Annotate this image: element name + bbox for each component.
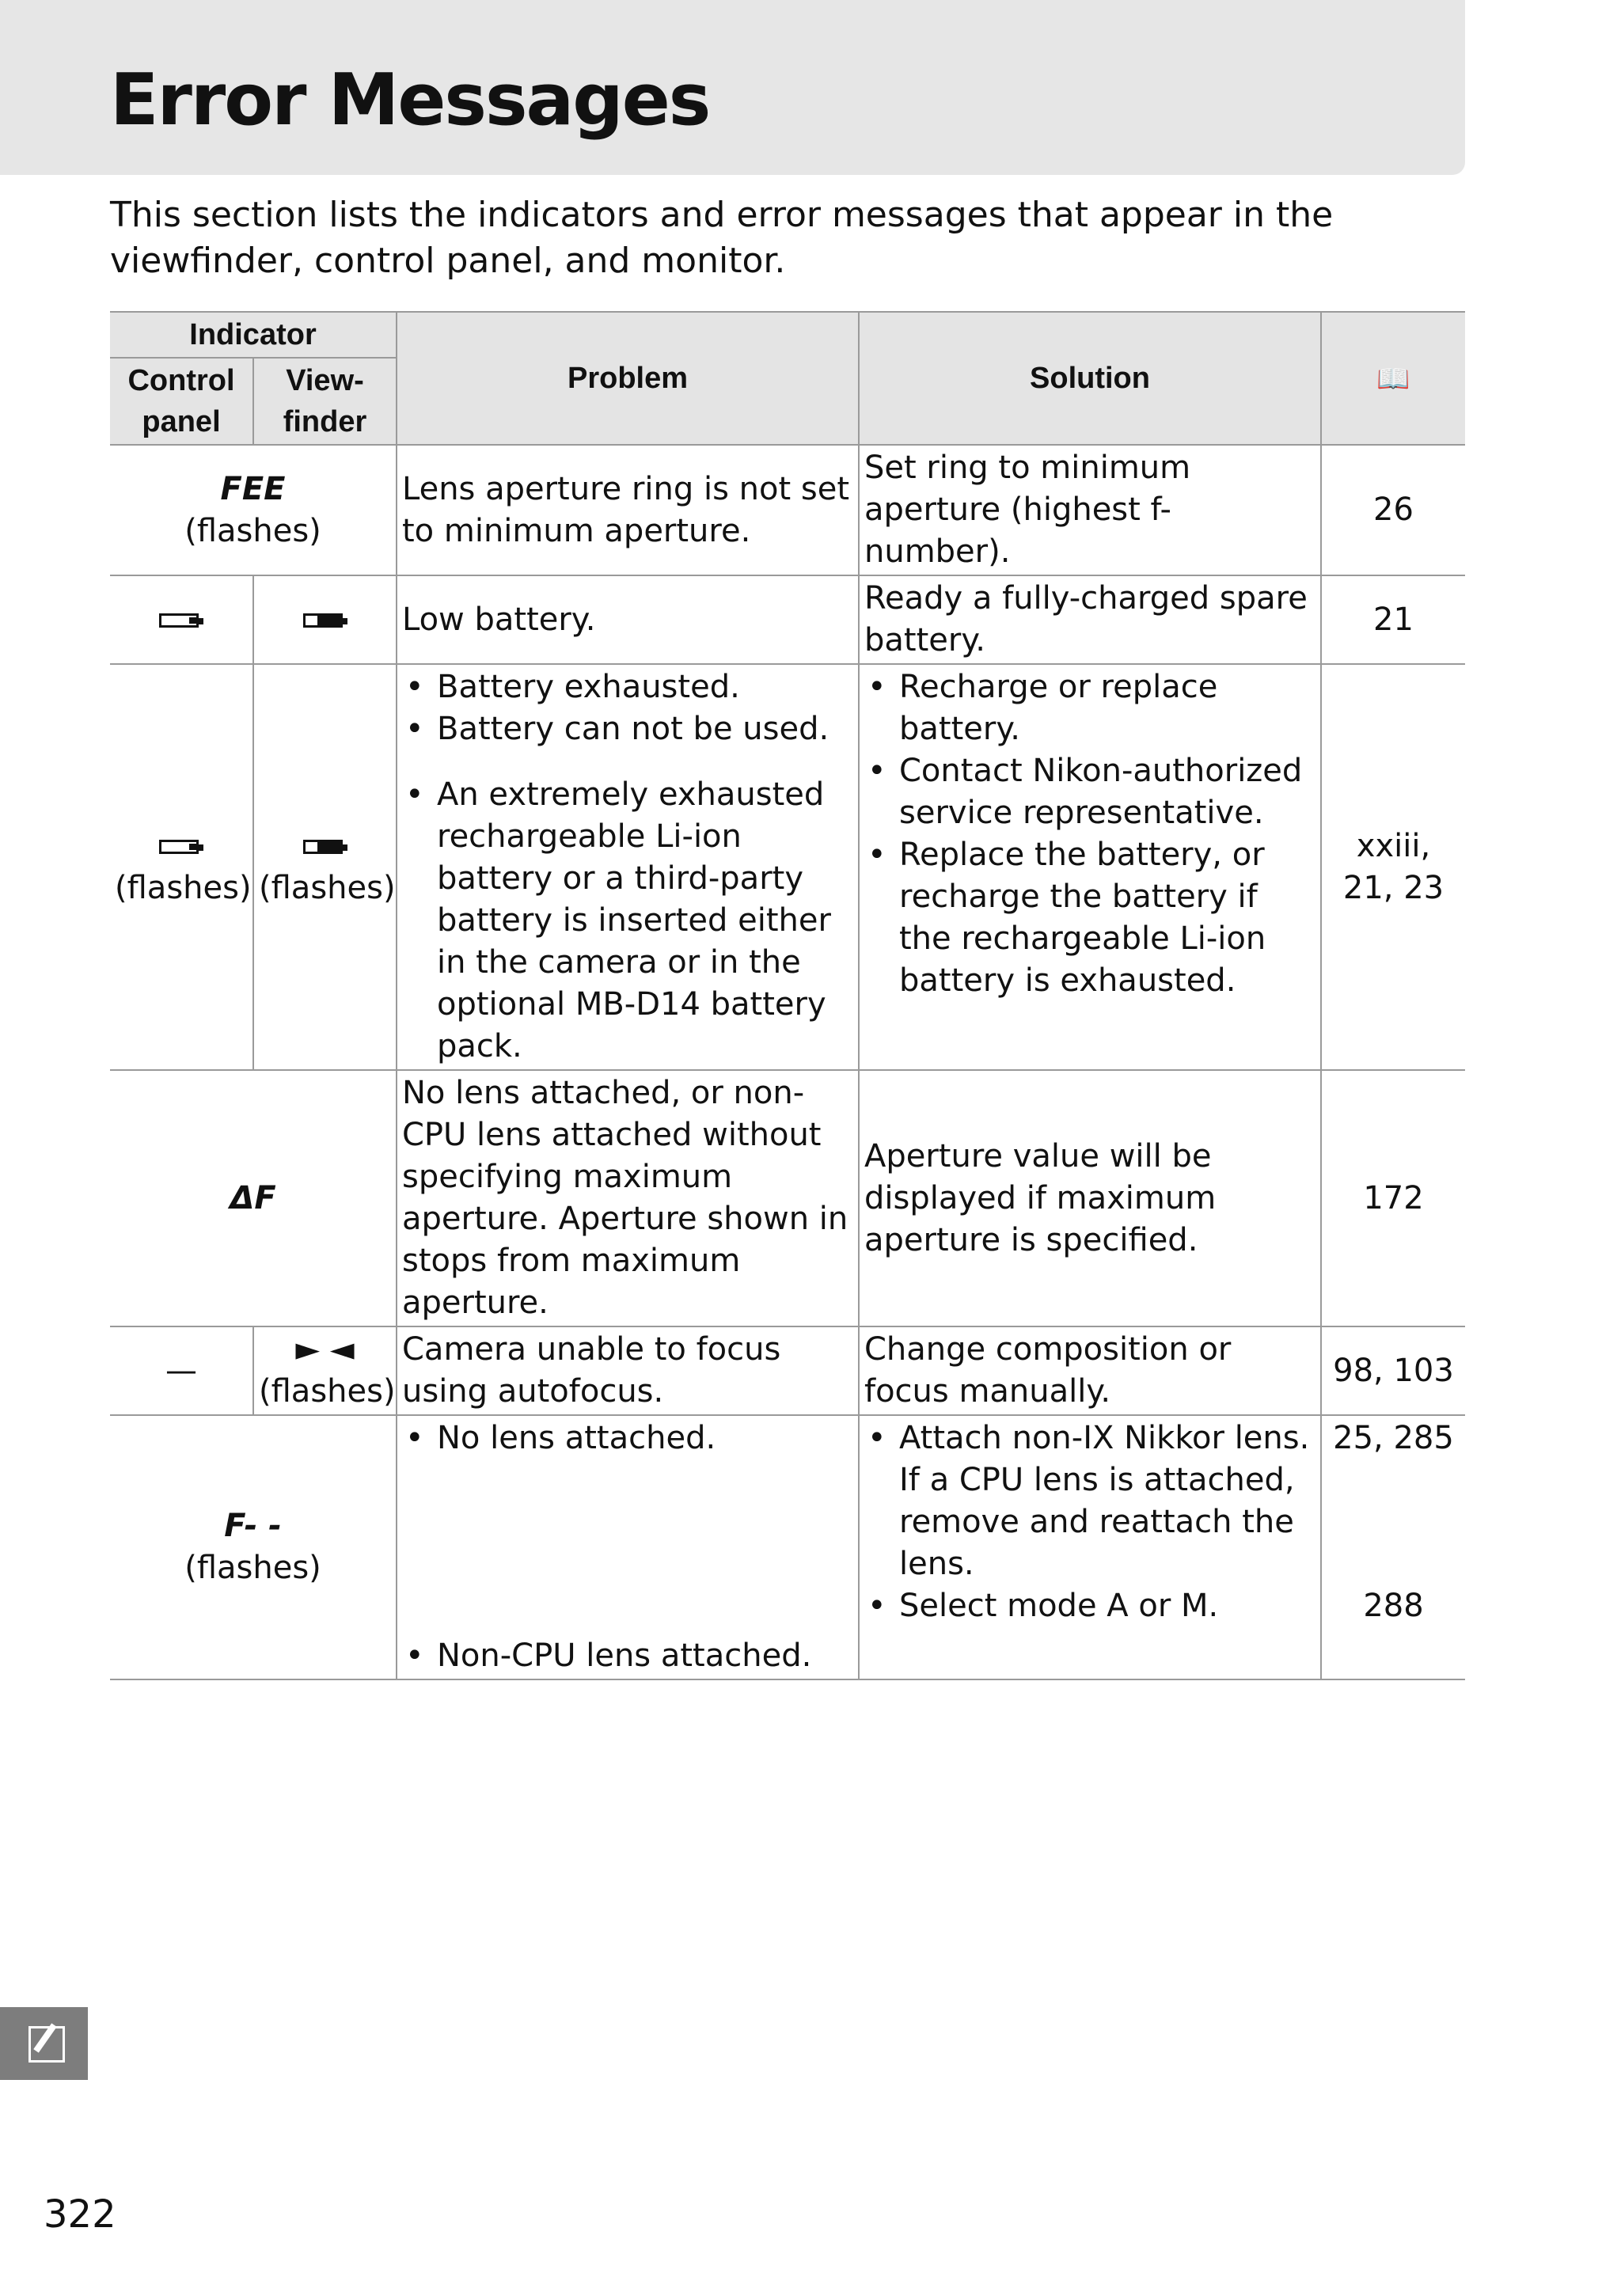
header-problem: Problem <box>397 312 859 445</box>
page-ref: 25, 285 <box>1333 1420 1454 1456</box>
problem-cell <box>397 1415 859 1679</box>
header-page-ref <box>1321 312 1465 445</box>
header-control-panel: Control panel <box>110 358 253 445</box>
solution-cell: Set ring to minimum aperture (highest f-number). <box>859 445 1321 575</box>
table-row <box>110 1326 1465 1415</box>
list-item: • Battery can not be used. <box>402 708 853 750</box>
list-item: • No lens attached. <box>402 1417 853 1459</box>
battery-empty-icon <box>159 838 203 857</box>
header-solution: Solution <box>859 312 1321 445</box>
table-row <box>110 664 1465 1070</box>
page-ref-cell: 98, 103 <box>1321 1326 1465 1415</box>
header-indicator: Indicator <box>110 312 397 358</box>
viewfinder-cell <box>253 575 397 664</box>
fee-indicator: FEE <box>220 470 286 507</box>
list-item: • Battery exhausted. <box>402 666 853 708</box>
f-dash-indicator: F- - <box>224 1508 282 1544</box>
solution-cell: Ready a fully-charged spare battery. <box>859 575 1321 664</box>
header-viewfinder: View-finder <box>253 358 397 445</box>
flashes-label: (flashes) <box>184 1550 321 1586</box>
flashes-label: (flashes) <box>115 869 252 906</box>
page-ref-cell <box>1321 1415 1465 1679</box>
solution-list <box>864 1417 1315 1627</box>
table-row <box>110 1070 1465 1326</box>
viewfinder-cell <box>253 664 397 1070</box>
page-ref-cell: xxiii, 21, 23 <box>1321 664 1465 1070</box>
problem-cell <box>397 664 859 1070</box>
list-item: • Contact Nikon-authorized service representative. <box>864 750 1315 834</box>
solution-cell <box>859 1415 1321 1679</box>
list-item: • Recharge or replace battery. <box>864 666 1315 750</box>
solution-cell: Aperture value will be displayed if maximum aperture is specified. <box>859 1070 1321 1326</box>
battery-empty-icon <box>303 838 347 857</box>
solution-list <box>864 666 1315 1002</box>
problem-cell: No lens attached, or non-CPU lens attached without specifying maximum aperture. Aperture shown in stops from maximum aperture. <box>397 1070 859 1326</box>
intro-paragraph: This section lists the indicators and error messages that appear in the viewfinder, control panel, and monitor. <box>110 195 1334 281</box>
list-item: • An extremely exhausted rechargeable Li-ion battery or a third-party battery is inserted either in the camera or in the optional MB-D14 battery pack. <box>402 774 853 1068</box>
table-row <box>110 1415 1465 1679</box>
viewfinder-cell <box>253 1326 397 1415</box>
control-panel-cell <box>110 575 253 664</box>
page-ref-cell: 26 <box>1321 445 1465 575</box>
flashes-label: (flashes) <box>184 512 321 549</box>
control-panel-cell <box>110 664 253 1070</box>
control-panel-cell: — <box>110 1326 253 1415</box>
problem-cell: Lens aperture ring is not set to minimum aperture. <box>397 445 859 575</box>
problem-cell: Low battery. <box>397 575 859 664</box>
indicator-cell <box>110 1070 397 1326</box>
battery-low-icon <box>303 612 347 631</box>
solution-cell <box>859 664 1321 1070</box>
battery-low-icon <box>159 612 203 631</box>
focus-indicator-icon: ► ◄ <box>295 1331 355 1368</box>
solution-cell: Change composition or focus manually. <box>859 1326 1321 1415</box>
side-tab <box>0 2007 88 2080</box>
note-pencil-icon <box>28 2026 65 2063</box>
delta-f-indicator: ΔF <box>230 1179 276 1216</box>
problem-list <box>402 666 853 1068</box>
problem-cell: Camera unable to focus using autofocus. <box>397 1326 859 1415</box>
list-item: • Non-CPU lens attached. <box>402 1635 853 1677</box>
page-ref: 288 <box>1363 1588 1424 1624</box>
list-item: • Select mode A or M. <box>864 1585 1315 1627</box>
book-icon: 📖 <box>1376 363 1410 394</box>
page-number: 322 <box>44 2192 116 2237</box>
indicator-cell <box>110 445 397 575</box>
problem-list <box>402 1417 853 1677</box>
list-item: • Replace the battery, or recharge the battery if the rechargeable Li-ion battery is exhausted. <box>864 834 1315 1002</box>
page-ref-cell: 21 <box>1321 575 1465 664</box>
flashes-label: (flashes) <box>259 869 396 906</box>
indicator-cell <box>110 1415 397 1679</box>
error-messages-table <box>110 311 1465 1680</box>
page-title: Error Messages <box>110 59 710 142</box>
page-ref-cell: 172 <box>1321 1070 1465 1326</box>
table-row <box>110 445 1465 575</box>
table-row <box>110 575 1465 664</box>
flashes-label: (flashes) <box>259 1373 396 1410</box>
list-item: • Attach non-IX Nikkor lens. If a CPU lens is attached, remove and reattach the lens. <box>864 1417 1315 1585</box>
